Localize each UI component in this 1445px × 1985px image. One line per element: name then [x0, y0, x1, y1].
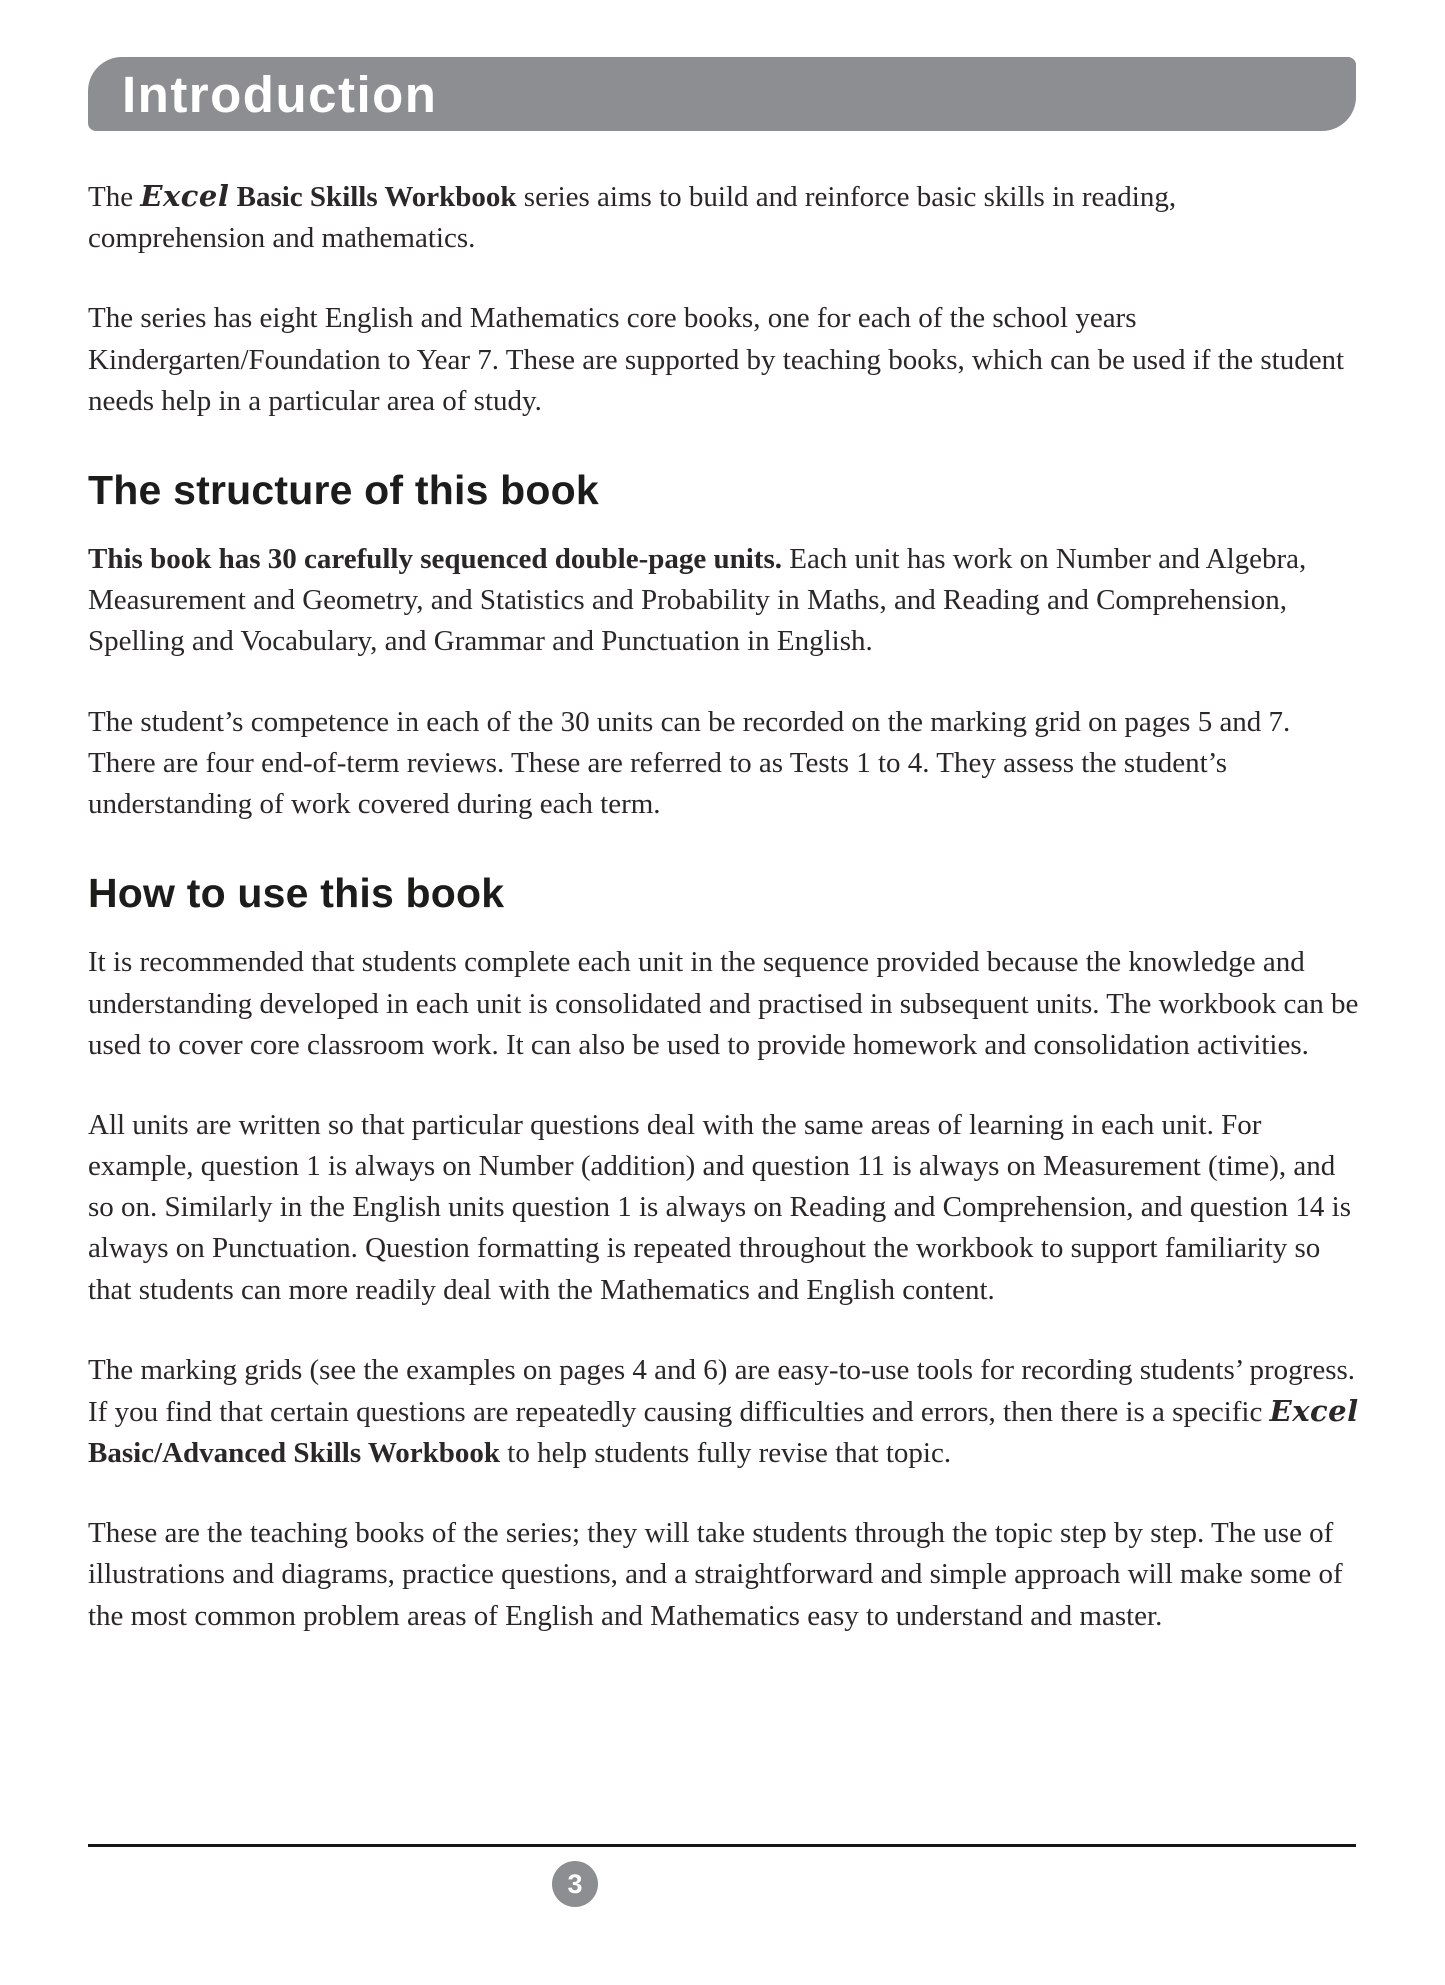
- page-number-badge: [552, 1861, 598, 1907]
- paragraph-series-intro: [88, 176, 1360, 259]
- text-run: The marking grids (see the examples on pages 4 and 6) are easy-to-use tools for recording students’ progress. If you find that certain questions are repeatedly causing difficulties and errors, then there is a specific: [88, 1353, 1356, 1428]
- heading-structure: The structure of this book: [88, 466, 599, 513]
- page-content: [88, 176, 1360, 1676]
- paragraph-recommendation: It is recommended that students complete each unit in the sequence provided because the knowledge and understanding developed in each unit is consolidated and practised in subsequent units. The workbook can be used to cover core classroom work. It can also be used to provide homework and consolidation activities.: [88, 946, 1359, 1061]
- text-run: Each unit has work on Number and Algebra, Measurement and Geometry, and Statistics and Probability in Maths, and Reading and Comprehension, Spelling and Vocabulary, and Grammar and Punctuation in English.: [88, 543, 1307, 658]
- paragraph-question-layout: All units are written so that particular questions deal with the same areas of learning in each unit. For example, question 1 is always on Number (addition) and question 11 is always on Measurement (time), and so on. Similarly in the English units question 1 is always on Reading and Comprehension, and question 14 is always on Punctuation. Question formatting is repeated throughout the workbook to support familiarity so that students can more readily deal with the Mathematics and English content.: [88, 1108, 1352, 1306]
- paragraph-marking-grid: The student’s competence in each of the 30 units can be recorded on the marking grid on pages 5 and 7. There are four end-of-term reviews. These are referred to as Tests 1 to 4. They assess the student’s understanding of work covered during each term.: [88, 705, 1291, 820]
- section-banner: [88, 57, 1356, 131]
- text-run: to help students fully revise that topic.: [500, 1437, 952, 1470]
- paragraph-series-books: The series has eight English and Mathematics core books, one for each of the school years Kindergarten/Foundation to Year 7. These are supported by teaching books, which can be used if the student needs help in a particular area of study.: [88, 302, 1345, 417]
- brand-excel: Excel: [1269, 1393, 1359, 1428]
- paragraph-marking-grids-tools: [88, 1350, 1360, 1475]
- paragraph-units: [88, 539, 1360, 663]
- brand-excel: Excel: [140, 179, 230, 213]
- bold-run: This book has 30 carefully sequenced double-page units.: [88, 543, 782, 576]
- footer-rule: [88, 1844, 1356, 1847]
- bold-run: Basic Skills Workbook: [229, 181, 517, 213]
- page-number: 3: [567, 1868, 583, 1899]
- heading-how-to-use: How to use this book: [88, 870, 505, 917]
- text-run: The: [88, 181, 141, 213]
- page-title: Introduction: [122, 65, 438, 123]
- text-run: series aims to build and reinforce basic skills in reading, comprehension and mathematics.: [88, 181, 1177, 255]
- bold-run: Basic/Advanced Skills Workbook: [88, 1437, 501, 1470]
- paragraph-teaching-books: These are the teaching books of the series; they will take students through the topic step by step. The use of illustrations and diagrams, practice questions, and a straightforward and simple approach will make some of the most common problem areas of English and Mathematics easy to understand and master.: [88, 1517, 1343, 1632]
